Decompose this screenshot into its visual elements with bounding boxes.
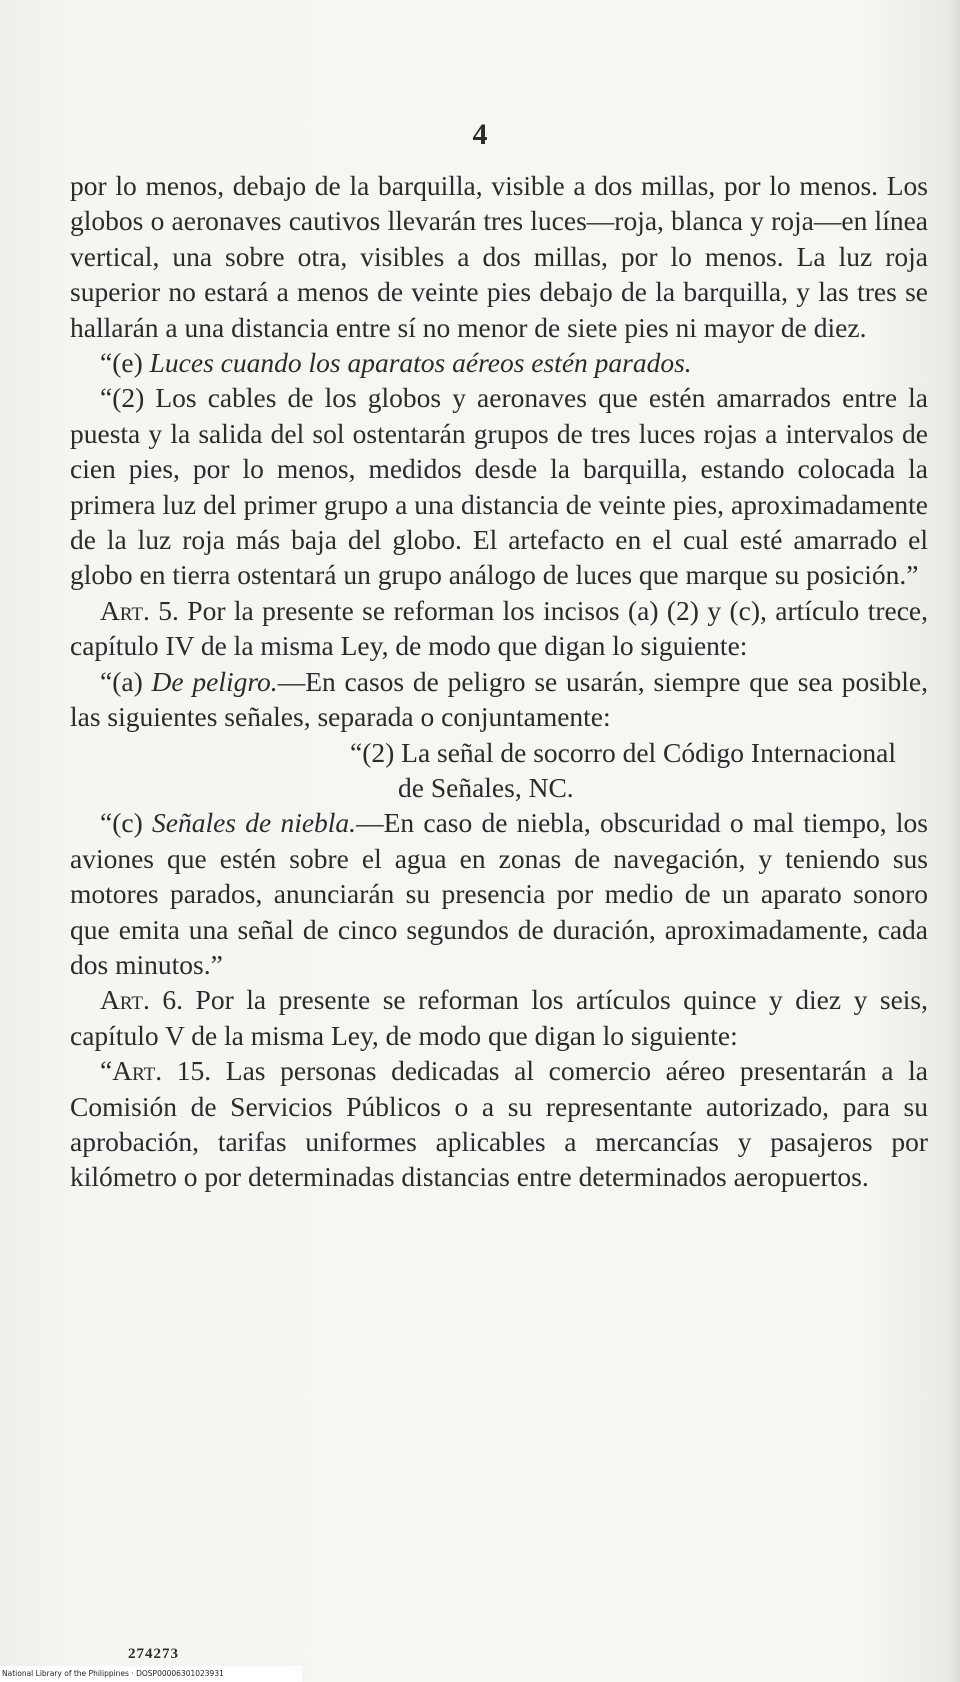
section-e-title: Luces cuando los aparatos aéreos estén parados. xyxy=(149,347,692,379)
section-a xyxy=(70,664,928,735)
page-number: 4 xyxy=(472,118,488,151)
article-5-label: Art. xyxy=(100,594,150,626)
section-c xyxy=(70,805,928,982)
clause-2-cables: “(2) Los cables de los globos y aeronaves que estén amarrados entre la puesta y la salida del sol ostentarán grupos de tres luces rojas a intervalos de cien pies, por lo menos, medidos desde la barquilla, estando colocada la primera luz del primer grupo a una distancia de veinte pies, aproximadamente de la luz roja más baja del globo. El artefacto en el cual esté amarrado el globo en tierra ostentará un grupo análogo de luces que marque su posición.” xyxy=(70,382,928,591)
section-c-title: Señales de niebla. xyxy=(151,807,357,839)
section-c-text: —En caso de niebla, obscuridad o mal tiempo, los aviones que estén sobre el agua en zonas de navegación, y teniendo sus motores parados, anunciarán su presencia por medio de un aparato sonoro que emita una señal de cinco segundos de duración, aproximadamente, cada dos minutos.” xyxy=(70,807,928,980)
article-6-text: 6. Por la presente se reforman los artículos quince y diez y seis, capítulo V de la misma Ley, de modo que digan lo siguiente: xyxy=(70,984,928,1051)
article-6-label: Art. xyxy=(100,984,150,1016)
section-e-prefix: “(e) xyxy=(100,347,143,379)
section-e-heading xyxy=(70,345,928,380)
article-15-text: 15. Las personas dedicadas al comercio aéreo presentarán a la Comisión de Servicios Públicos o a su representante autorizado, para su aprobación, tarifas uniformes aplicables a mercancías y pasajeros por kilómetro o por determinadas distancias entre determinados aeropuertos. xyxy=(70,1055,928,1193)
printer-code: 274273 xyxy=(128,1646,179,1662)
article-5 xyxy=(70,593,928,664)
page-edge-shadow xyxy=(946,0,960,1682)
article-15-label: “Art. xyxy=(100,1055,163,1087)
body-text xyxy=(70,168,928,1195)
section-a-prefix: “(a) xyxy=(100,665,143,697)
section-a-title: De peligro. xyxy=(151,665,278,697)
article-5-text: 5. Por la presente se reforman los incisos (a) (2) y (c), artículo trece, capítulo IV de la misma Ley, de modo que digan lo siguiente: xyxy=(70,594,928,662)
article-6 xyxy=(70,982,928,1053)
library-credit: National Library of the Philippines · DOSP00006301023931 xyxy=(0,1666,302,1682)
paragraph-lights-continued: por lo menos, debajo de la barquilla, visible a dos millas, por lo menos. Los globos o aeronaves cautivos llevarán tres luces—roja, blanca y roja—en línea vertical, una sobre otra, visibles a dos millas, por lo menos. La luz roja superior no estará a menos de veinte pies debajo de la barquilla, y las tres se hallarán a una distancia entre sí no menor de siete pies ni mayor de diez. xyxy=(70,170,928,343)
section-a-2: “(2) La señal de socorro del Código Internacional de Señales, NC. xyxy=(350,736,896,803)
section-a-text: —En casos de peligro se usarán, siempre que sea posible, las siguientes señales, separada o conjuntamente: xyxy=(70,665,929,733)
section-c-prefix: “(c) xyxy=(100,807,143,839)
article-15 xyxy=(70,1053,928,1195)
